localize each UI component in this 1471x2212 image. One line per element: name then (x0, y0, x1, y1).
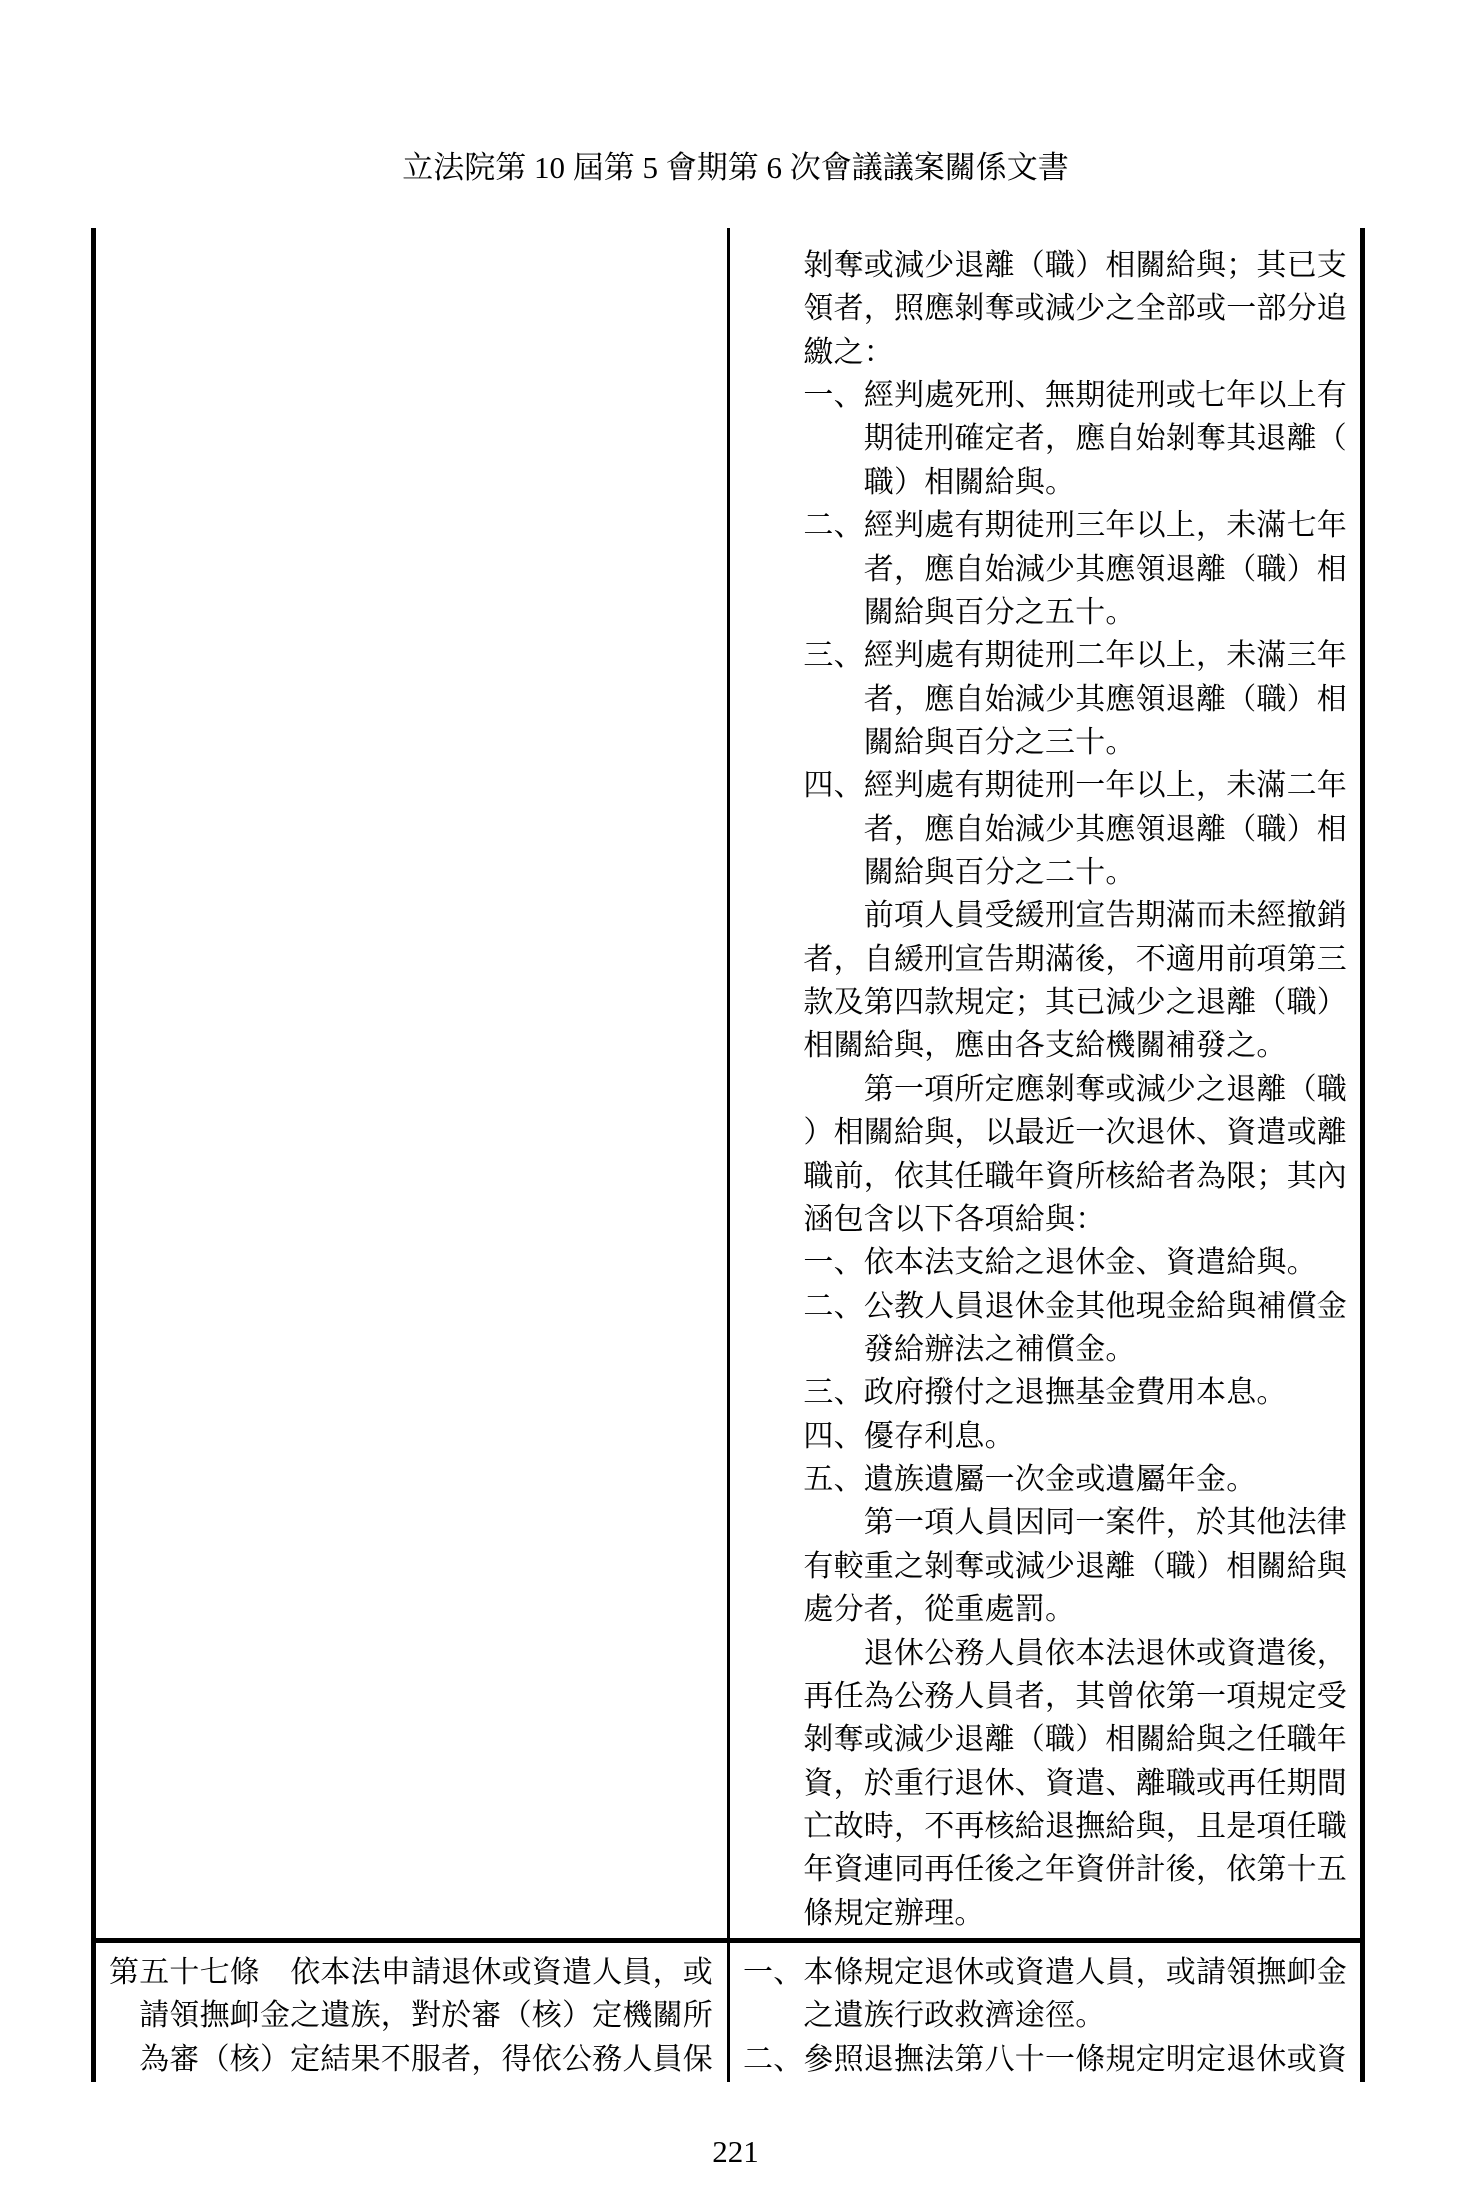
text-line: 處分者，從重處罰。 (803, 1593, 1076, 1627)
text-line: 條規定辦理。 (803, 1896, 985, 1930)
text-line: 剝奪或減少退離（職）相關給與；其已支 (803, 249, 1347, 282)
text-line: 者，應自始減少其應領退離（職）相 (863, 812, 1347, 846)
text-line: 亡故時，不再核給退撫給與，且是項任職 (803, 1809, 1347, 1843)
text-line: 再任為公務人員者，其曾依第一項規定受 (803, 1679, 1347, 1713)
text-line: 為審（核）定結果不服者，得依公務人員保 (139, 2042, 713, 2076)
explanation-column-cell (730, 228, 1360, 1938)
text-line: 第一項人員因同一案件，於其他法律 (863, 1506, 1347, 1540)
text-line: 第五十七條 依本法申請退休或資遣人員，或 (109, 1956, 713, 1989)
text-line: 三、政府撥付之退撫基金費用本息。 (803, 1376, 1287, 1410)
text-line: 退休公務人員依本法退休或資遣後， (863, 1636, 1347, 1670)
text-line: 之遺族行政救濟途徑。 (803, 1999, 1106, 2033)
text-line: 繳之： (803, 335, 894, 369)
page-number: 221 (712, 2134, 759, 2169)
provision-column-cell (96, 1943, 730, 2082)
text-line: 前項人員受緩刑宣告期滿而未經撤銷 (863, 899, 1347, 933)
text-line: 者，應自始減少其應領退離（職）相 (863, 682, 1347, 716)
text-line: 款及第四款規定；其已減少之退離（職） (803, 986, 1347, 1020)
text-line: 關給與百分之三十。 (863, 725, 1136, 759)
text-line: 五、遺族遺屬一次金或遺屬年金。 (803, 1463, 1257, 1497)
text-line: 四、經判處有期徒刑一年以上，未滿二年 (803, 769, 1347, 803)
text-line: 發給辦法之補償金。 (863, 1332, 1136, 1366)
text-line: 有較重之剝奪或減少退離（職）相關給與 (803, 1549, 1347, 1583)
text-line: 請領撫卹金之遺族，對於審（核）定機關所 (139, 1999, 713, 2033)
text-line: 二、經判處有期徒刑三年以上，未滿七年 (803, 509, 1347, 543)
text-line: 三、經判處有期徒刑二年以上，未滿三年 (803, 639, 1347, 673)
text-line: 四、優存利息。 (803, 1419, 1015, 1453)
table-row (96, 1943, 1360, 2082)
text-line: 資，於重行退休、資遣、離職或再任期間 (803, 1766, 1347, 1800)
text-line: 一、依本法支給之退休金、資遣給與。 (803, 1246, 1317, 1280)
text-line: 者，自緩刑宣告期滿後，不適用前項第三 (803, 942, 1347, 976)
table-row (96, 228, 1360, 1943)
text-line: 相關給與，應由各支給機關補發之。 (803, 1029, 1287, 1063)
text-line: 一、本條規定退休或資遣人員，或請領撫卹金 (743, 1956, 1347, 1989)
text-line: 剝奪或減少退離（職）相關給與之任職年 (803, 1723, 1347, 1757)
text-line: 職前，依其任職年資所核給者為限；其內 (803, 1159, 1347, 1193)
text-line: 職）相關給與。 (863, 465, 1076, 499)
text-line: 第一項所定應剝奪或減少之退離（職 (863, 1072, 1347, 1106)
text-line: 二、公教人員退休金其他現金給與補償金 (803, 1289, 1347, 1323)
text-line: 關給與百分之二十。 (863, 856, 1136, 890)
text-line: 二、參照退撫法第八十一條規定明定退休或資 (743, 2042, 1347, 2076)
text-line: ）相關給與，以最近一次退休、資遣或離 (803, 1116, 1347, 1150)
text-line: 關給與百分之五十。 (863, 595, 1136, 629)
text-line: 者，應自始減少其應領退離（職）相 (863, 552, 1347, 586)
text-line: 領者，照應剝奪或減少之全部或一部分追 (803, 292, 1347, 326)
text-line: 期徒刑確定者，應自始剝奪其退離（ (863, 422, 1347, 456)
text-line: 一、經判處死刑、無期徒刑或七年以上有 (803, 379, 1347, 413)
comparison-table (91, 228, 1365, 2082)
provision-column-cell (96, 228, 730, 1938)
document-header: 立法院第 10 屆第 5 會期第 6 次會議議案關係文書 (402, 150, 1069, 185)
text-line: 涵包含以下各項給與： (803, 1202, 1106, 1236)
explanation-column-cell (730, 1943, 1360, 2082)
text-line: 年資連同再任後之年資併計後，依第十五 (803, 1853, 1347, 1887)
